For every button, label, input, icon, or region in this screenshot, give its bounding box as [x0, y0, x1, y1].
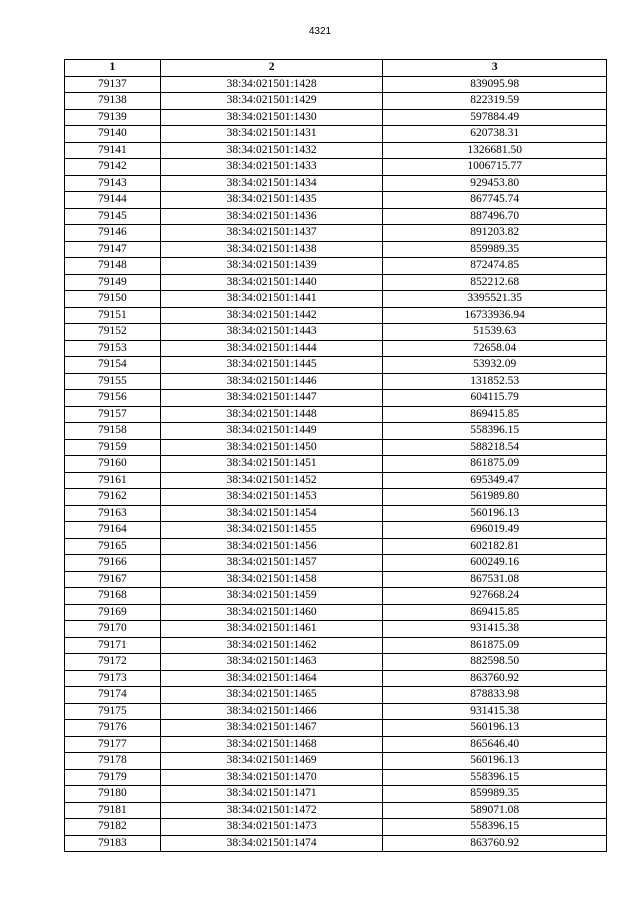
- table-row: [65, 538, 607, 555]
- value-cell: 859989.35: [383, 241, 607, 258]
- table-row: [65, 390, 607, 407]
- cadastral-number-cell: 38:34:021501:1428: [160, 76, 383, 93]
- row-number-cell: 79162: [65, 489, 161, 506]
- value-cell: 131852.53: [383, 373, 607, 390]
- value-cell: 589071.08: [383, 802, 607, 819]
- cadastral-number-cell: 38:34:021501:1443: [160, 324, 383, 341]
- value-cell: 863760.92: [383, 670, 607, 687]
- table-row: [65, 258, 607, 275]
- table-row: [65, 109, 607, 126]
- table-row: [65, 93, 607, 110]
- row-number-cell: 79147: [65, 241, 161, 258]
- table-row: [65, 274, 607, 291]
- cadastral-number-cell: 38:34:021501:1444: [160, 340, 383, 357]
- row-number-cell: 79145: [65, 208, 161, 225]
- row-number-cell: 79140: [65, 126, 161, 143]
- value-cell: 16733936.94: [383, 307, 607, 324]
- row-number-cell: 79174: [65, 687, 161, 704]
- row-number-cell: 79154: [65, 357, 161, 374]
- table-row: [65, 670, 607, 687]
- cadastral-number-cell: 38:34:021501:1441: [160, 291, 383, 308]
- page-number: 4321: [308, 26, 332, 37]
- cadastral-number-cell: 38:34:021501:1467: [160, 720, 383, 737]
- table-row: [65, 654, 607, 671]
- cadastral-number-cell: 38:34:021501:1469: [160, 753, 383, 770]
- row-number-cell: 79152: [65, 324, 161, 341]
- value-cell: 822319.59: [383, 93, 607, 110]
- value-cell: 872474.85: [383, 258, 607, 275]
- table-row: [65, 192, 607, 209]
- table-row: [65, 703, 607, 720]
- cadastral-number-cell: 38:34:021501:1436: [160, 208, 383, 225]
- value-cell: 927668.24: [383, 588, 607, 605]
- table-row: [65, 687, 607, 704]
- row-number-cell: 79148: [65, 258, 161, 275]
- cadastral-number-cell: 38:34:021501:1472: [160, 802, 383, 819]
- row-number-cell: 79146: [65, 225, 161, 242]
- table-row: [65, 373, 607, 390]
- table-row: [65, 159, 607, 176]
- row-number-cell: 79175: [65, 703, 161, 720]
- table-body: [65, 76, 607, 852]
- value-cell: 560196.13: [383, 505, 607, 522]
- cadastral-number-cell: 38:34:021501:1447: [160, 390, 383, 407]
- value-cell: 929453.80: [383, 175, 607, 192]
- column-header-1: 1: [65, 60, 161, 77]
- table-row: [65, 241, 607, 258]
- value-cell: 878833.98: [383, 687, 607, 704]
- row-number-cell: 79176: [65, 720, 161, 737]
- cadastral-number-cell: 38:34:021501:1466: [160, 703, 383, 720]
- row-number-cell: 79157: [65, 406, 161, 423]
- table-row: [65, 456, 607, 473]
- row-number-cell: 79173: [65, 670, 161, 687]
- cadastral-number-cell: 38:34:021501:1468: [160, 736, 383, 753]
- cadastral-number-cell: 38:34:021501:1474: [160, 835, 383, 852]
- table-row: [65, 753, 607, 770]
- row-number-cell: 79165: [65, 538, 161, 555]
- cadastral-number-cell: 38:34:021501:1431: [160, 126, 383, 143]
- value-cell: 560196.13: [383, 720, 607, 737]
- table-header-row: [65, 60, 607, 77]
- table-row: [65, 439, 607, 456]
- cadastral-number-cell: 38:34:021501:1429: [160, 93, 383, 110]
- row-number-cell: 79159: [65, 439, 161, 456]
- data-table: [64, 59, 607, 852]
- cadastral-number-cell: 38:34:021501:1454: [160, 505, 383, 522]
- table-row: [65, 175, 607, 192]
- cadastral-number-cell: 38:34:021501:1465: [160, 687, 383, 704]
- row-number-cell: 79138: [65, 93, 161, 110]
- cadastral-number-cell: 38:34:021501:1448: [160, 406, 383, 423]
- table-row: [65, 324, 607, 341]
- cadastral-number-cell: 38:34:021501:1460: [160, 604, 383, 621]
- cadastral-number-cell: 38:34:021501:1439: [160, 258, 383, 275]
- value-cell: 558396.15: [383, 423, 607, 440]
- table-row: [65, 126, 607, 143]
- row-number-cell: 79178: [65, 753, 161, 770]
- cadastral-number-cell: 38:34:021501:1440: [160, 274, 383, 291]
- cadastral-number-cell: 38:34:021501:1461: [160, 621, 383, 638]
- cadastral-number-cell: 38:34:021501:1457: [160, 555, 383, 572]
- cadastral-number-cell: 38:34:021501:1430: [160, 109, 383, 126]
- table-row: [65, 340, 607, 357]
- column-header-2: 2: [160, 60, 383, 77]
- row-number-cell: 79172: [65, 654, 161, 671]
- value-cell: 620738.31: [383, 126, 607, 143]
- cadastral-number-cell: 38:34:021501:1446: [160, 373, 383, 390]
- row-number-cell: 79177: [65, 736, 161, 753]
- cadastral-number-cell: 38:34:021501:1455: [160, 522, 383, 539]
- table-row: [65, 357, 607, 374]
- column-header-3: 3: [383, 60, 607, 77]
- cadastral-number-cell: 38:34:021501:1453: [160, 489, 383, 506]
- table-row: [65, 720, 607, 737]
- cadastral-number-cell: 38:34:021501:1437: [160, 225, 383, 242]
- row-number-cell: 79164: [65, 522, 161, 539]
- cadastral-number-cell: 38:34:021501:1432: [160, 142, 383, 159]
- value-cell: 696019.49: [383, 522, 607, 539]
- cadastral-number-cell: 38:34:021501:1450: [160, 439, 383, 456]
- table-row: [65, 786, 607, 803]
- value-cell: 861875.09: [383, 456, 607, 473]
- table-row: [65, 621, 607, 638]
- value-cell: 558396.15: [383, 819, 607, 836]
- cadastral-number-cell: 38:34:021501:1452: [160, 472, 383, 489]
- row-number-cell: 79163: [65, 505, 161, 522]
- cadastral-number-cell: 38:34:021501:1462: [160, 637, 383, 654]
- table-row: [65, 472, 607, 489]
- table-row: [65, 208, 607, 225]
- value-cell: 891203.82: [383, 225, 607, 242]
- table-row: [65, 489, 607, 506]
- row-number-cell: 79166: [65, 555, 161, 572]
- row-number-cell: 79180: [65, 786, 161, 803]
- row-number-cell: 79142: [65, 159, 161, 176]
- value-cell: 867531.08: [383, 571, 607, 588]
- cadastral-number-cell: 38:34:021501:1464: [160, 670, 383, 687]
- value-cell: 72658.04: [383, 340, 607, 357]
- cadastral-number-cell: 38:34:021501:1445: [160, 357, 383, 374]
- value-cell: 695349.47: [383, 472, 607, 489]
- row-number-cell: 79151: [65, 307, 161, 324]
- cadastral-number-cell: 38:34:021501:1456: [160, 538, 383, 555]
- table-row: [65, 588, 607, 605]
- value-cell: 882598.50: [383, 654, 607, 671]
- cadastral-number-cell: 38:34:021501:1451: [160, 456, 383, 473]
- value-cell: 558396.15: [383, 769, 607, 786]
- table-row: [65, 571, 607, 588]
- value-cell: 867745.74: [383, 192, 607, 209]
- table-row: [65, 604, 607, 621]
- row-number-cell: 79179: [65, 769, 161, 786]
- table-row: [65, 802, 607, 819]
- value-cell: 859989.35: [383, 786, 607, 803]
- row-number-cell: 79150: [65, 291, 161, 308]
- table-row: [65, 225, 607, 242]
- value-cell: 852212.68: [383, 274, 607, 291]
- value-cell: 588218.54: [383, 439, 607, 456]
- value-cell: 597884.49: [383, 109, 607, 126]
- row-number-cell: 79170: [65, 621, 161, 638]
- table-row: [65, 142, 607, 159]
- value-cell: 931415.38: [383, 621, 607, 638]
- value-cell: 865646.40: [383, 736, 607, 753]
- row-number-cell: 79137: [65, 76, 161, 93]
- table-row: [65, 307, 607, 324]
- table-row: [65, 522, 607, 539]
- cadastral-number-cell: 38:34:021501:1473: [160, 819, 383, 836]
- row-number-cell: 79171: [65, 637, 161, 654]
- row-number-cell: 79156: [65, 390, 161, 407]
- row-number-cell: 79160: [65, 456, 161, 473]
- row-number-cell: 79141: [65, 142, 161, 159]
- value-cell: 561989.80: [383, 489, 607, 506]
- value-cell: 602182.81: [383, 538, 607, 555]
- value-cell: 600249.16: [383, 555, 607, 572]
- value-cell: 869415.85: [383, 406, 607, 423]
- cadastral-number-cell: 38:34:021501:1459: [160, 588, 383, 605]
- table-row: [65, 76, 607, 93]
- value-cell: 560196.13: [383, 753, 607, 770]
- row-number-cell: 79158: [65, 423, 161, 440]
- value-cell: 3395521.35: [383, 291, 607, 308]
- value-cell: 869415.85: [383, 604, 607, 621]
- value-cell: 1006715.77: [383, 159, 607, 176]
- table-row: [65, 835, 607, 852]
- row-number-cell: 79167: [65, 571, 161, 588]
- table-row: [65, 291, 607, 308]
- row-number-cell: 79181: [65, 802, 161, 819]
- cadastral-number-cell: 38:34:021501:1470: [160, 769, 383, 786]
- cadastral-number-cell: 38:34:021501:1442: [160, 307, 383, 324]
- table-row: [65, 406, 607, 423]
- row-number-cell: 79153: [65, 340, 161, 357]
- value-cell: 861875.09: [383, 637, 607, 654]
- value-cell: 53932.09: [383, 357, 607, 374]
- row-number-cell: 79143: [65, 175, 161, 192]
- value-cell: 1326681.50: [383, 142, 607, 159]
- cadastral-number-cell: 38:34:021501:1434: [160, 175, 383, 192]
- table-row: [65, 423, 607, 440]
- row-number-cell: 79155: [65, 373, 161, 390]
- value-cell: 604115.79: [383, 390, 607, 407]
- cadastral-number-cell: 38:34:021501:1449: [160, 423, 383, 440]
- table-row: [65, 819, 607, 836]
- row-number-cell: 79144: [65, 192, 161, 209]
- row-number-cell: 79139: [65, 109, 161, 126]
- table-row: [65, 505, 607, 522]
- cadastral-number-cell: 38:34:021501:1435: [160, 192, 383, 209]
- table-row: [65, 736, 607, 753]
- row-number-cell: 79161: [65, 472, 161, 489]
- value-cell: 931415.38: [383, 703, 607, 720]
- row-number-cell: 79182: [65, 819, 161, 836]
- value-cell: 51539.63: [383, 324, 607, 341]
- table-row: [65, 637, 607, 654]
- cadastral-number-cell: 38:34:021501:1458: [160, 571, 383, 588]
- cadastral-number-cell: 38:34:021501:1463: [160, 654, 383, 671]
- value-cell: 839095.98: [383, 76, 607, 93]
- row-number-cell: 79149: [65, 274, 161, 291]
- cadastral-number-cell: 38:34:021501:1433: [160, 159, 383, 176]
- row-number-cell: 79168: [65, 588, 161, 605]
- row-number-cell: 79183: [65, 835, 161, 852]
- value-cell: 863760.92: [383, 835, 607, 852]
- cadastral-number-cell: 38:34:021501:1438: [160, 241, 383, 258]
- value-cell: 887496.70: [383, 208, 607, 225]
- table-row: [65, 769, 607, 786]
- table-row: [65, 555, 607, 572]
- row-number-cell: 79169: [65, 604, 161, 621]
- cadastral-number-cell: 38:34:021501:1471: [160, 786, 383, 803]
